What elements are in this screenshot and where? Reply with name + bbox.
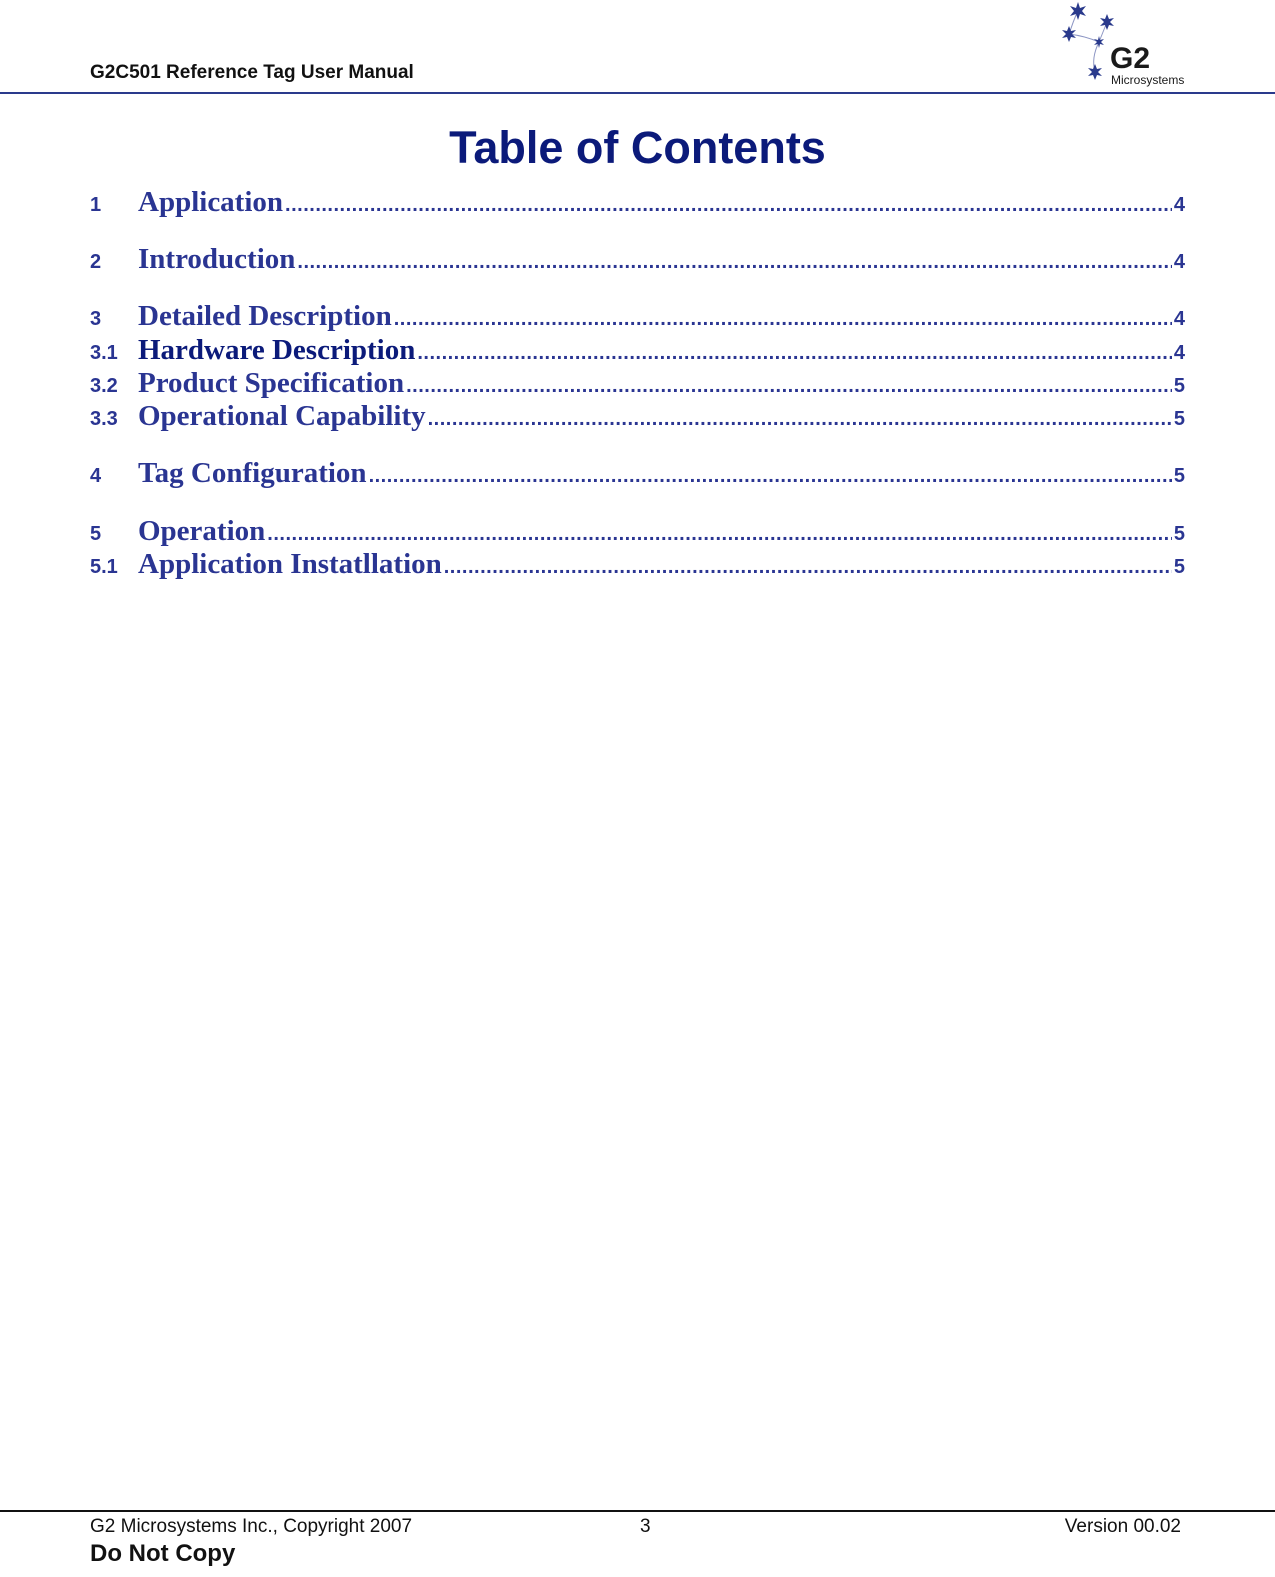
- table-of-contents: [90, 0, 1185, 600]
- toc-heading[interactable]: Product Specification: [138, 367, 405, 399]
- toc-number: 5.1: [90, 556, 118, 578]
- toc-heading[interactable]: Hardware Description: [138, 334, 416, 366]
- toc-page-number[interactable]: 4: [1173, 251, 1185, 273]
- footer-divider: [0, 1510, 1275, 1512]
- toc-page-number[interactable]: 5: [1173, 523, 1185, 545]
- footer-notice: Do Not Copy: [90, 1540, 236, 1567]
- toc-page-number[interactable]: 4: [1173, 194, 1185, 216]
- toc-entry-5-1[interactable]: [90, 548, 1185, 581]
- toc-page-number[interactable]: 5: [1173, 556, 1185, 578]
- toc-entry-3[interactable]: [90, 300, 1185, 333]
- toc-heading[interactable]: Operational Capability: [138, 400, 426, 432]
- toc-number: 2: [90, 251, 102, 273]
- toc-number: 3: [90, 308, 102, 330]
- toc-heading[interactable]: Tag Configuration: [138, 457, 367, 489]
- toc-entry-4[interactable]: [90, 457, 1185, 490]
- toc-page-number[interactable]: 4: [1173, 308, 1185, 330]
- toc-dot-leader: [417, 342, 1172, 365]
- logo-mark: G2: [1110, 42, 1151, 75]
- footer-page-number: 3: [640, 1516, 651, 1537]
- toc-dot-leader: [369, 465, 1172, 488]
- toc-number: 3.3: [90, 408, 118, 430]
- toc-page-number[interactable]: 4: [1173, 342, 1185, 364]
- page-title: Table of Contents: [449, 122, 826, 173]
- toc-dot-leader: [428, 408, 1172, 431]
- toc-dot-leader: [394, 308, 1172, 331]
- toc-entry-3-1[interactable]: [90, 334, 1185, 367]
- toc-number: 3.1: [90, 342, 118, 364]
- toc-entry-2[interactable]: [90, 243, 1185, 276]
- toc-heading[interactable]: Detailed Description: [138, 300, 392, 332]
- toc-dot-leader: [267, 523, 1172, 546]
- toc-heading[interactable]: Application: [138, 186, 284, 218]
- toc-number: 5: [90, 523, 102, 545]
- toc-entry-1[interactable]: [90, 186, 1185, 219]
- toc-page-number[interactable]: 5: [1173, 408, 1185, 430]
- toc-dot-leader: [444, 556, 1172, 579]
- toc-heading[interactable]: Introduction: [138, 243, 296, 275]
- footer-version: Version 00.02: [1064, 1516, 1181, 1537]
- toc-number: 3.2: [90, 375, 118, 397]
- toc-heading[interactable]: Application Instatllation: [138, 548, 442, 580]
- document-title: G2C501 Reference Tag User Manual: [90, 62, 414, 83]
- logo-wordmark: Microsystems: [1111, 73, 1185, 87]
- toc-dot-leader: [297, 251, 1171, 274]
- toc-heading[interactable]: Operation: [138, 515, 266, 547]
- toc-entry-5[interactable]: [90, 515, 1185, 548]
- toc-entry-3-3[interactable]: [90, 400, 1185, 433]
- toc-number: 4: [90, 465, 102, 487]
- toc-number: 1: [90, 194, 102, 216]
- toc-page-number[interactable]: 5: [1173, 375, 1185, 397]
- toc-dot-leader: [285, 194, 1172, 217]
- footer-copyright: G2 Microsystems Inc., Copyright 2007: [90, 1516, 413, 1537]
- toc-page-number[interactable]: 5: [1173, 465, 1185, 487]
- toc-dot-leader: [406, 375, 1172, 398]
- toc-entry-3-2[interactable]: [90, 367, 1185, 400]
